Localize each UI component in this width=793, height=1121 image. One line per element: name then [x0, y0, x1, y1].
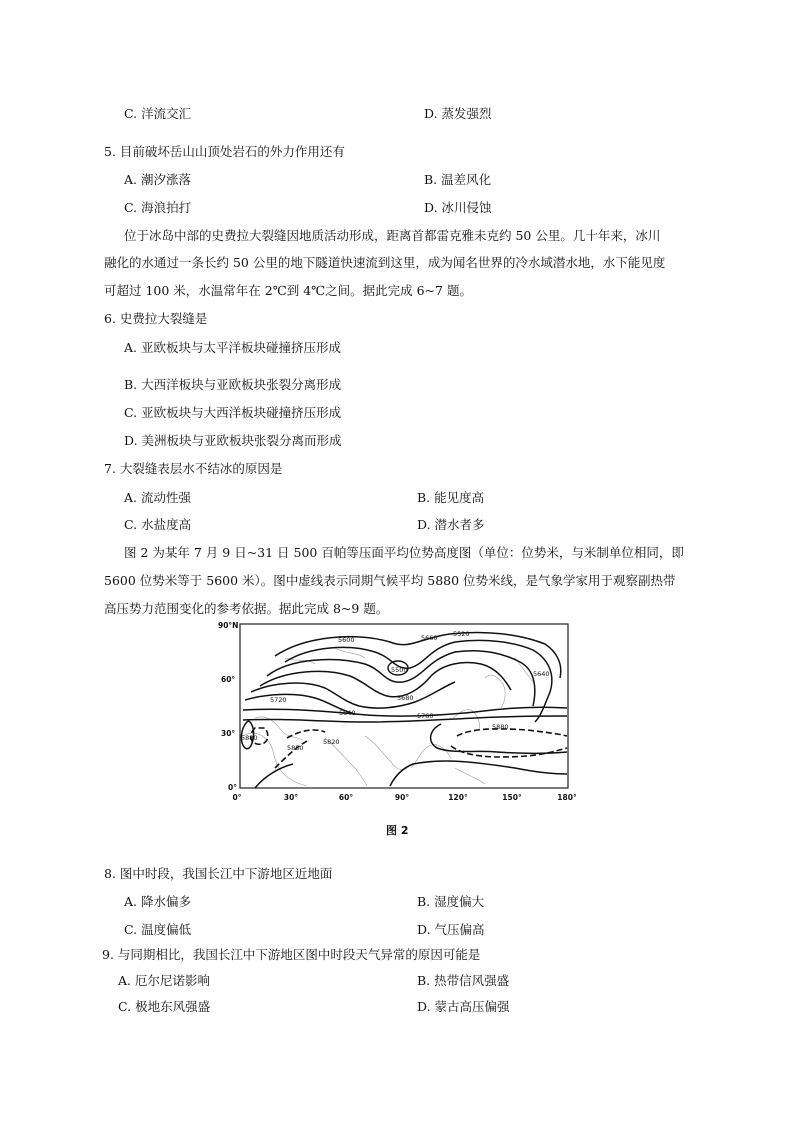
longitude-labels — [233, 793, 577, 802]
contour-label: 5880 — [241, 734, 258, 742]
q8-option-d: D. 气压偏高 — [417, 922, 485, 937]
q8-option-b: B. 湿度偏大 — [417, 894, 485, 909]
q6-stem: 6. 史费拉大裂缝是 — [104, 311, 208, 326]
contour-label: 5880 — [492, 723, 509, 731]
q9-option-b: B. 热带信风强盛 — [417, 973, 510, 988]
q6-option-c: C. 亚欧板块与大西洋板块碰撞挤压形成 — [124, 405, 342, 420]
contour-label: 5520 — [453, 630, 470, 638]
lat-label: 30° — [221, 729, 236, 738]
material-1-line-2: 融化的水通过一条长约 50 公里的地下隧道快速流到这里，成为闻名世界的冷水域潜水地，水下能见度 — [104, 255, 666, 270]
q5-option-c: C. 海浪拍打 — [124, 200, 192, 215]
q7-stem: 7. 大裂缝表层水不结冰的原因是 — [104, 461, 283, 476]
q7-option-b: B. 能见度高 — [417, 490, 485, 505]
contour-label: 5500 — [391, 666, 408, 674]
q9-option-c: C. 极地东风强盛 — [118, 999, 211, 1014]
material-1-line-3: 可超过 100 米，水温常年在 2℃到 4℃之间。据此完成 6~7 题。 — [104, 283, 472, 298]
lat-label: 90°N — [218, 621, 239, 630]
q4-option-c: C. 洋流交汇 — [124, 106, 192, 121]
lon-label: 30° — [283, 793, 299, 802]
lon-label: 120° — [448, 793, 468, 802]
contour-label: 5640 — [533, 670, 550, 678]
contour-label: 5820 — [323, 738, 340, 746]
contour-label: 5880 — [287, 744, 304, 752]
q7-option-d: D. 潜水者多 — [417, 517, 485, 532]
q9-stem: 9. 与同期相比，我国长江中下游地区图中时段天气异常的原因可能是 — [102, 947, 481, 962]
lat-label: 60° — [221, 675, 236, 684]
figure-caption: 图 2 — [386, 824, 409, 837]
q9-option-d: D. 蒙古高压偏强 — [417, 999, 510, 1014]
contour-label: 5720 — [270, 696, 287, 704]
lon-label: 60° — [338, 793, 354, 802]
material-2-line-2: 5600 位势米等于 5600 米）。图中虚线表示同期气候平均 5880 位势米线，是气象学家用于观察副热带 — [104, 573, 676, 588]
q5-stem: 5. 目前破坏岳山山顶处岩石的外力作用还有 — [104, 144, 345, 159]
material-2-line-1: 图 2 为某年 7 月 9 日~31 日 500 百帕等压面平均位势高度图（单位：位势米，与米制单位相同，即 — [124, 545, 684, 560]
q6-option-a: A. 亚欧板块与太平洋板块碰撞挤压形成 — [124, 340, 341, 355]
lon-label: 0° — [232, 793, 242, 802]
contour-label: 5840 — [339, 709, 356, 717]
q6-option-b: B. 大西洋板块与亚欧板块张裂分离形成 — [124, 377, 342, 392]
lon-label: 180° — [557, 793, 577, 802]
contour-label: 5760 — [417, 712, 434, 720]
material-1-line-1: 位于冰岛中部的史费拉大裂缝因地质活动形成，距离首都雷克雅未克约 50 公里。几十年来，冰川 — [124, 228, 661, 243]
latitude-labels — [218, 621, 238, 792]
material-2-line-3: 高压势力范围变化的参考依据。据此完成 8~9 题。 — [104, 601, 389, 616]
q7-option-c: C. 水盐度高 — [124, 517, 192, 532]
q4-option-d: D. 蒸发强烈 — [424, 106, 492, 121]
q8-option-a: A. 降水偏多 — [124, 894, 191, 909]
contour-label: 5600 — [338, 636, 355, 644]
q8-stem: 8. 图中时段，我国长江中下游地区近地面 — [104, 866, 333, 881]
q7-option-a: A. 流动性强 — [124, 490, 191, 505]
q5-option-b: B. 温差风化 — [424, 172, 492, 187]
contour-label: 5680 — [397, 694, 414, 702]
q9-option-a: A. 厄尔尼诺影响 — [118, 973, 210, 988]
q8-option-c: C. 温度偏低 — [124, 922, 192, 937]
q5-option-a: A. 潮汐涨落 — [124, 172, 191, 187]
lon-label: 150° — [502, 793, 522, 802]
geopotential-height-map — [215, 618, 590, 803]
lon-label: 90° — [394, 793, 410, 802]
contour-label: 5660 — [421, 634, 438, 642]
q6-option-d: D. 美洲板块与亚欧板块张裂分离而形成 — [124, 433, 342, 448]
q5-option-d: D. 冰川侵蚀 — [424, 200, 492, 215]
lat-label: 0° — [228, 783, 237, 792]
